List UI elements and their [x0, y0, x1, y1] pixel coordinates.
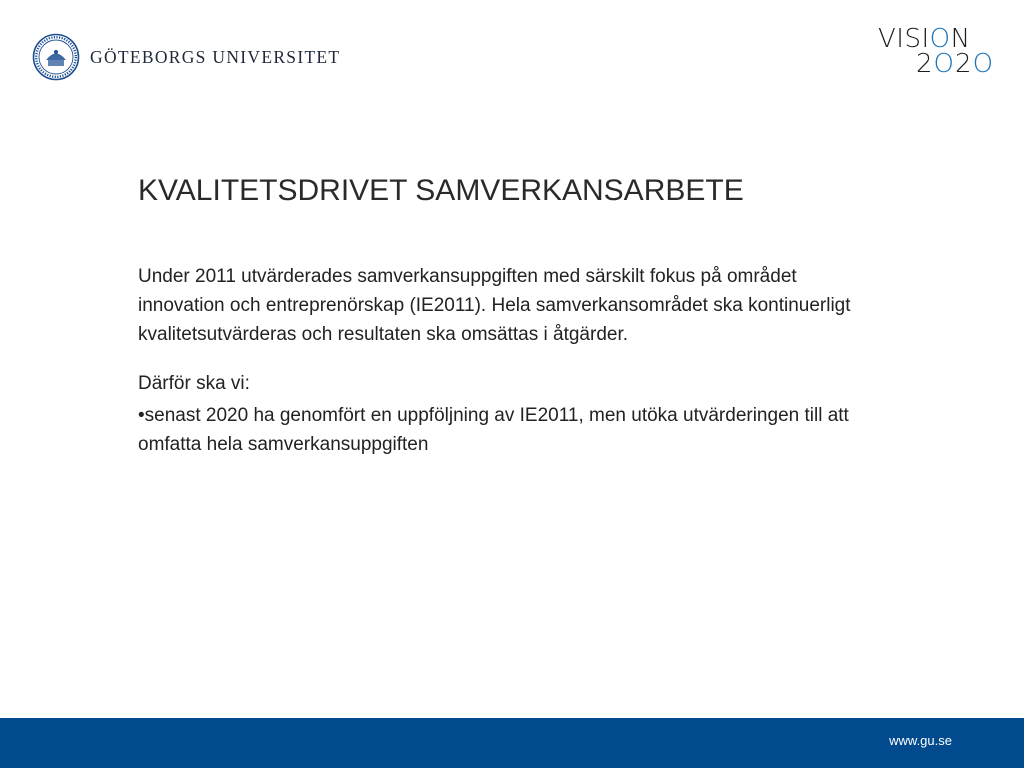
slide-title: KVALITETSDRIVET SAMVERKANSARBETE — [138, 174, 744, 207]
lead-text: Därför ska vi: — [138, 373, 250, 394]
footer-url-link[interactable]: www.gu.se — [889, 733, 952, 748]
vision-logo-line-2: 2O2O — [916, 49, 995, 79]
slide-body — [138, 262, 878, 459]
spacer — [138, 349, 878, 369]
footer-bar — [0, 718, 1024, 768]
university-name: GÖTEBORGS UNIVERSITET — [90, 46, 341, 67]
bullet-item: •senast 2020 ha genomfört en uppföljning av IE2011, men utöka utvärderingen till att omfatta hela samverkansuppgiften — [138, 405, 849, 455]
vision-2020-logo — [878, 26, 1002, 78]
university-seal-icon — [32, 33, 80, 81]
body-paragraph: Under 2011 utvärderades samverkansuppgiften med särskilt fokus på området innovation och entreprenörskap (IE2011). Hela samverkansområdet ska kontinuerligt kvalitetsutvärderas och resultaten ska omsättas i åtgärder. — [138, 266, 851, 345]
vision-logo-line-1: VISION — [878, 24, 971, 54]
university-logo — [32, 33, 340, 81]
